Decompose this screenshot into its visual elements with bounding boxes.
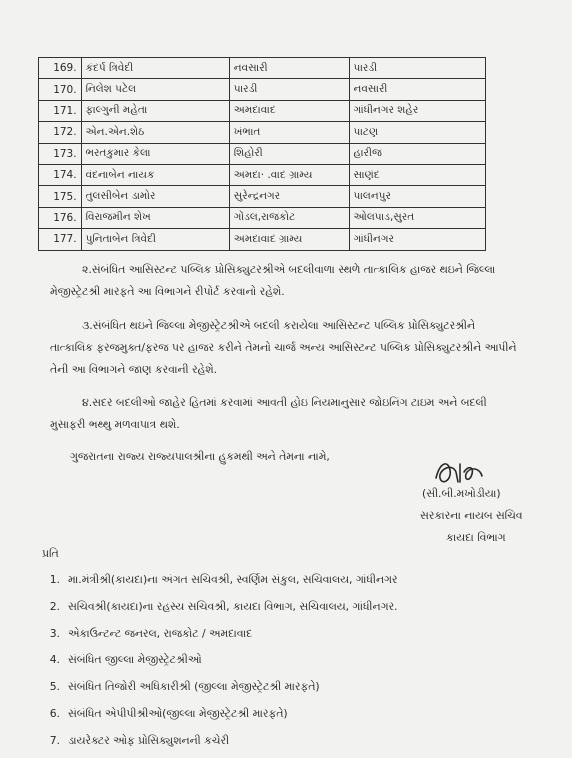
list-item-number: 3. <box>49 626 60 640</box>
current-posting: અમદા· .વાદ ગ્રામ્ય <box>229 164 349 185</box>
table-row <box>39 207 486 228</box>
row-number: 174. <box>39 164 82 185</box>
officer-name: વિરાજમીન શેખ <box>81 207 229 228</box>
table-row <box>39 229 486 250</box>
list-item <box>38 624 558 651</box>
current-posting: શિહોરી <box>229 143 349 164</box>
signatory-designation: સરકારના નાયબ સચિવ <box>420 509 523 522</box>
list-item <box>38 570 558 597</box>
list-item-text: સંબંધિત જીલ્લા મેજીસ્ટ્રેટશ્રીઓ <box>68 653 202 667</box>
list-item-number: 5. <box>49 680 60 694</box>
officer-name: ફાલ્ગુની મહેતા <box>81 100 229 121</box>
current-posting: સુરેન્દ્રનગર <box>229 186 349 207</box>
new-posting: સાણંદ <box>349 164 486 185</box>
row-number: 171. <box>39 100 82 121</box>
current-posting: ખંભાત <box>229 122 349 143</box>
list-item-text: ડાયરેક્ટર ઓફ પ્રોસિક્યુશનની કચેરી <box>68 733 230 747</box>
table-row <box>39 143 486 164</box>
list-item <box>38 650 558 677</box>
list-item-text: સચિવશ્રી(કાયદા)ના રહસ્ય સચિવશ્રી, કાયદા વિભાગ, સચિવાલય, ગાંધીનગર. <box>68 599 398 613</box>
new-posting: પાટણ <box>349 122 486 143</box>
table-row <box>39 122 486 143</box>
transfer-table-body <box>39 58 486 251</box>
new-posting: ગાંધીનગર શહેર <box>349 100 486 121</box>
list-item <box>38 597 558 624</box>
list-item-text: એકાઉન્ટન્ટ જનરલ, રાજકોટ / અમદાવાદ <box>68 626 253 640</box>
list-item-text: સંબંધિત એપીપીશ્રીઓ(જીલ્લા મેજીસ્ટ્રેટશ્રી મારફતે) <box>68 706 288 720</box>
officer-name: ભરતકુમાર કેલા <box>81 143 229 164</box>
signatory-department: કાયદા વિભાગ <box>446 531 506 544</box>
row-number: 172. <box>39 122 82 143</box>
officer-name: નિલેશ પટેલ <box>81 79 229 100</box>
copies-heading: પ્રતિ <box>42 547 59 560</box>
list-item-text: સંબંધિત તિજોરી અધિકારીશ્રી (જીલ્લા મેજીસ્ટ્રેટશ્રી મારફતે) <box>68 680 320 694</box>
new-posting: હારીજ <box>349 143 486 164</box>
table-row <box>39 100 486 121</box>
handwritten-signature-icon <box>430 456 486 490</box>
officer-name: પુનિતાબેન ત્રિવેદી <box>81 229 229 250</box>
current-posting: ગોંડલ,રાજકોટ <box>229 207 349 228</box>
paragraph-charge-handover: ૩.સંબંધિત થઇને જિલ્લા મેજીસ્ટ્રેટશ્રીએ બદલી કરાયેલા આસિસ્ટન્ટ પબ્લિક પ્રોસિક્યુટરશ્રીને તાત્કાલિક ફરજમુક્ત/ફરજ પર હાજર કરીને તેમનો ચાર્જ અન્ય આસિસ્ટન્ટ પબ્લિક પ્રોસિક્યુટરશ્રીને આપીને તેની આ વિભાગને જાણ કરવાની રહેશે. <box>50 319 517 376</box>
new-posting: ઓલપાડ,સુરત <box>349 207 486 228</box>
list-item-number: 2. <box>49 599 60 613</box>
list-item-text: મા.મંત્રીશ્રી(કાયદા)ના અંગત સચિવશ્રી, સ્વર્ણિમ સંકુલ, સચિવાલય, ગાંધીનગર <box>68 573 398 586</box>
officer-name: એન.એન.શેઠ <box>81 122 229 143</box>
copies-list <box>38 570 558 758</box>
new-posting: પાલનપુર <box>349 186 486 207</box>
list-item-number: 4. <box>49 653 60 667</box>
row-number: 176. <box>39 207 82 228</box>
paragraph-reporting: ૨.સંબંધિત આસિસ્ટન્ટ પબ્લિક પ્રોસિક્યુટરશ્રીએ બદલીવાળા સ્થળે તાત્કાલિક હાજર થઇને જિલ્લા મેજીસ્ટ્રેટશ્રી મારફતે આ વિભાગને રીપોર્ટ કરવાનો રહેશે. <box>50 263 496 298</box>
current-posting: અમદાવાદ ગ્રામ્ય <box>229 229 349 250</box>
table-row <box>39 164 486 185</box>
row-number: 170. <box>39 79 82 100</box>
new-posting: પારડી <box>349 58 486 79</box>
signatory-name: (સી.બી.મખોડીયા) <box>422 487 501 500</box>
list-item <box>38 677 558 704</box>
list-item-number: 1. <box>49 573 60 586</box>
transfer-table <box>38 57 486 251</box>
row-number: 177. <box>39 229 82 250</box>
officer-name: તુલસીબેન ડામોર <box>81 186 229 207</box>
new-posting: ગાંધીનગર <box>349 229 486 250</box>
list-item-number: 7. <box>49 733 60 747</box>
row-number: 169. <box>39 58 82 79</box>
list-item <box>38 731 558 758</box>
row-number: 173. <box>39 143 82 164</box>
list-item-number: 6. <box>49 706 60 720</box>
current-posting: પારડી <box>229 79 349 100</box>
current-posting: અમદાવાદ <box>229 100 349 121</box>
officer-name: કંદર્પ ત્રિવેદી <box>81 58 229 79</box>
table-row <box>39 79 486 100</box>
officer-name: વંદનાબેન નાયક <box>81 164 229 185</box>
row-number: 175. <box>39 186 82 207</box>
current-posting: નવસારી <box>229 58 349 79</box>
new-posting: નવસારી <box>349 79 486 100</box>
table-row <box>39 58 486 79</box>
table-row <box>39 186 486 207</box>
paragraph-joining-time: ૪.સદર બદલીઓ જાહેર હિતમાં કરવામાં આવતી હોઇ નિયમાનુસાર જોઇનિંગ ટાઇમ અને બદલી મુસાફરી ભથ્થુ મળવાપાત્ર થશે. <box>50 396 487 431</box>
paragraph-governor-order: ગુજરાતના રાજ્ય રાજ્યપાલશ્રીના હુકમથી અને તેમના નામે, <box>70 450 330 463</box>
list-item <box>38 704 558 731</box>
